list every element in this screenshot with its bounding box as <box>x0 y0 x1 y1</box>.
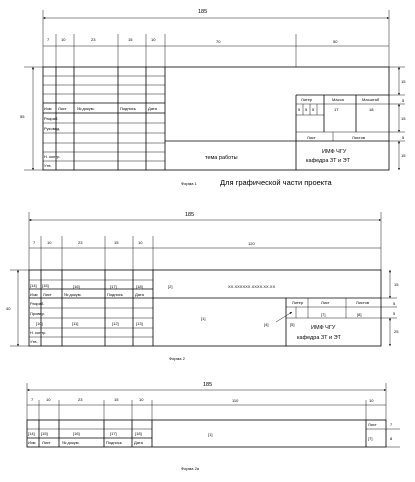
f2-dim-40: 40 <box>6 306 11 311</box>
f1-topic: тема работы <box>205 155 238 161</box>
f2a-m16: [16] <box>73 431 80 436</box>
f2-lit: Литер <box>292 300 304 305</box>
f2-dim-7: 7 <box>33 240 36 245</box>
f2a-dim-110: 110 <box>232 398 239 403</box>
form-1 <box>20 9 406 187</box>
form-2 <box>6 212 399 361</box>
f2a-r8: 8 <box>390 436 393 441</box>
f2-ndokum: № докум. <box>64 292 82 297</box>
f1-r15a: 15 <box>401 79 406 84</box>
f2-code: ХХ.ХХХХХХ.ХХХХ.ХХ.ХХ <box>228 284 276 289</box>
dim-7: 7 <box>47 37 50 42</box>
dim-23: 23 <box>91 37 96 42</box>
dim-185: 185 <box>198 9 208 15</box>
f1-d5a: 5 <box>298 107 301 112</box>
f2a-dim-7: 7 <box>31 397 34 402</box>
f2-dim-23: 23 <box>78 240 83 245</box>
f1-lit: Литер <box>301 97 313 102</box>
dim-10a: 10 <box>61 37 66 42</box>
f2a-izm: Изм <box>28 440 36 445</box>
f1-r5a: 5 <box>402 98 405 103</box>
f1-d5c: 5 <box>312 107 315 112</box>
f2a-ndokum: № докум. <box>62 440 80 445</box>
dim-15: 15 <box>128 37 133 42</box>
f1-ndokum: № докум. <box>77 106 95 111</box>
f2a-m14: [14] <box>28 431 35 436</box>
f1-nkontr: Н. контр. <box>44 154 61 159</box>
f2-m10: [10] <box>36 321 43 326</box>
f1-data: Дата <box>148 106 157 111</box>
f2-dim-10a: 10 <box>47 240 52 245</box>
f1-podpis: Подпись <box>120 106 136 111</box>
f2a-podpis: Подпись <box>106 440 122 445</box>
f2-caption: Форма 2 <box>169 356 185 361</box>
f2-m16: [16] <box>73 284 80 289</box>
dim-70: 70 <box>216 39 221 44</box>
f2-org2: кафедра ЗТ и ЭТ <box>297 335 341 341</box>
f2-m4: [4] <box>264 322 269 327</box>
f2-r5b: 5 <box>393 311 396 316</box>
f2-list: Лист <box>43 292 52 297</box>
f2-dim-10b: 10 <box>138 240 143 245</box>
f2a-list-l: Лист <box>42 440 51 445</box>
f1-d17: 17 <box>334 107 339 112</box>
f1-org2: кафедра ЗТ и ЭТ <box>306 158 350 164</box>
f2a-m18: [18] <box>135 431 142 436</box>
f2-razrab: Разраб. <box>30 301 45 306</box>
f2a-caption: Форма 2а <box>181 466 200 471</box>
f2a-m15: [15] <box>41 431 48 436</box>
f2a-dim-10b: 10 <box>139 397 144 402</box>
f2-izm: Изм <box>30 292 38 297</box>
f2-dim-120: 120 <box>248 241 255 246</box>
f2-r25: 25 <box>394 329 399 334</box>
dim-10b: 10 <box>151 37 156 42</box>
f1-caption-right: Для графической части проекта <box>220 178 332 187</box>
f1-razrab: Разраб. <box>44 116 59 121</box>
f2a-m17: [17] <box>110 431 117 436</box>
f2a-dim-10a: 10 <box>46 397 51 402</box>
f1-list-r: Лист <box>307 135 316 140</box>
f2-org1: ИМФ ЧГУ <box>311 325 336 331</box>
f2a-r7: 7 <box>390 422 393 427</box>
f1-caption: Форма 1 <box>181 181 197 186</box>
f2a-data: Дата <box>134 440 143 445</box>
f2-m5: [5] <box>290 322 295 327</box>
f2-m12: [12] <box>112 321 119 326</box>
f1-listov: Листов <box>352 135 365 140</box>
dim-55: 55 <box>20 114 25 119</box>
dim-50: 50 <box>333 39 338 44</box>
f2-provl: Провер. <box>30 311 45 316</box>
f1-r15b: 15 <box>401 116 406 121</box>
f2-m2: [2] <box>168 284 173 289</box>
f2-data: Дата <box>135 292 144 297</box>
f2-dim-15: 15 <box>114 240 119 245</box>
f1-r15c: 15 <box>401 153 406 158</box>
f1-izm: Изм <box>44 106 52 111</box>
f2-m17: [17] <box>110 284 117 289</box>
f1-list: Лист <box>58 106 67 111</box>
f1-masshtab: Масштаб <box>362 97 380 102</box>
f2-m1: [1] <box>201 316 206 321</box>
f2-m13: [13] <box>136 321 143 326</box>
f2a-dim-23: 23 <box>78 397 83 402</box>
f2-m8: [8] <box>357 312 362 317</box>
f2-listov: Листов <box>356 300 369 305</box>
f2-m11: [11] <box>72 321 79 326</box>
f2a-dim-15: 15 <box>114 397 119 402</box>
f2-dim-185: 185 <box>185 212 195 218</box>
f2a-list: Лист <box>368 422 377 427</box>
f2a-m1: [1] <box>208 432 213 437</box>
f2-list-r: Лист <box>321 300 330 305</box>
f2-nkontr: Н. контр. <box>30 330 47 335</box>
f1-org1: ИМФ ЧГУ <box>322 149 347 155</box>
f2-m15: [15] <box>42 283 49 288</box>
f1-r5b: 5 <box>402 135 405 140</box>
f2-r5a: 5 <box>393 301 396 306</box>
form2a-frame <box>27 420 386 447</box>
f2-m7: [7] <box>321 312 326 317</box>
f1-rukovod: Руковод. <box>44 126 61 131</box>
f1-d18: 18 <box>369 107 374 112</box>
f1-massa: Масса <box>332 97 344 102</box>
f2-utv: Утв. <box>30 339 38 344</box>
f1-d5b: 5 <box>305 107 308 112</box>
f2-m18: [18] <box>136 284 143 289</box>
form-2a <box>27 382 400 471</box>
f1-utv: Утв. <box>44 163 52 168</box>
f2-podpis: Подпись <box>107 292 123 297</box>
f2a-dim-185: 185 <box>203 382 213 388</box>
f2-m14: [14] <box>30 283 37 288</box>
f2-r15: 15 <box>394 282 399 287</box>
f2a-dim-10c: 10 <box>369 398 374 403</box>
f2a-m7: [7] <box>368 436 373 441</box>
